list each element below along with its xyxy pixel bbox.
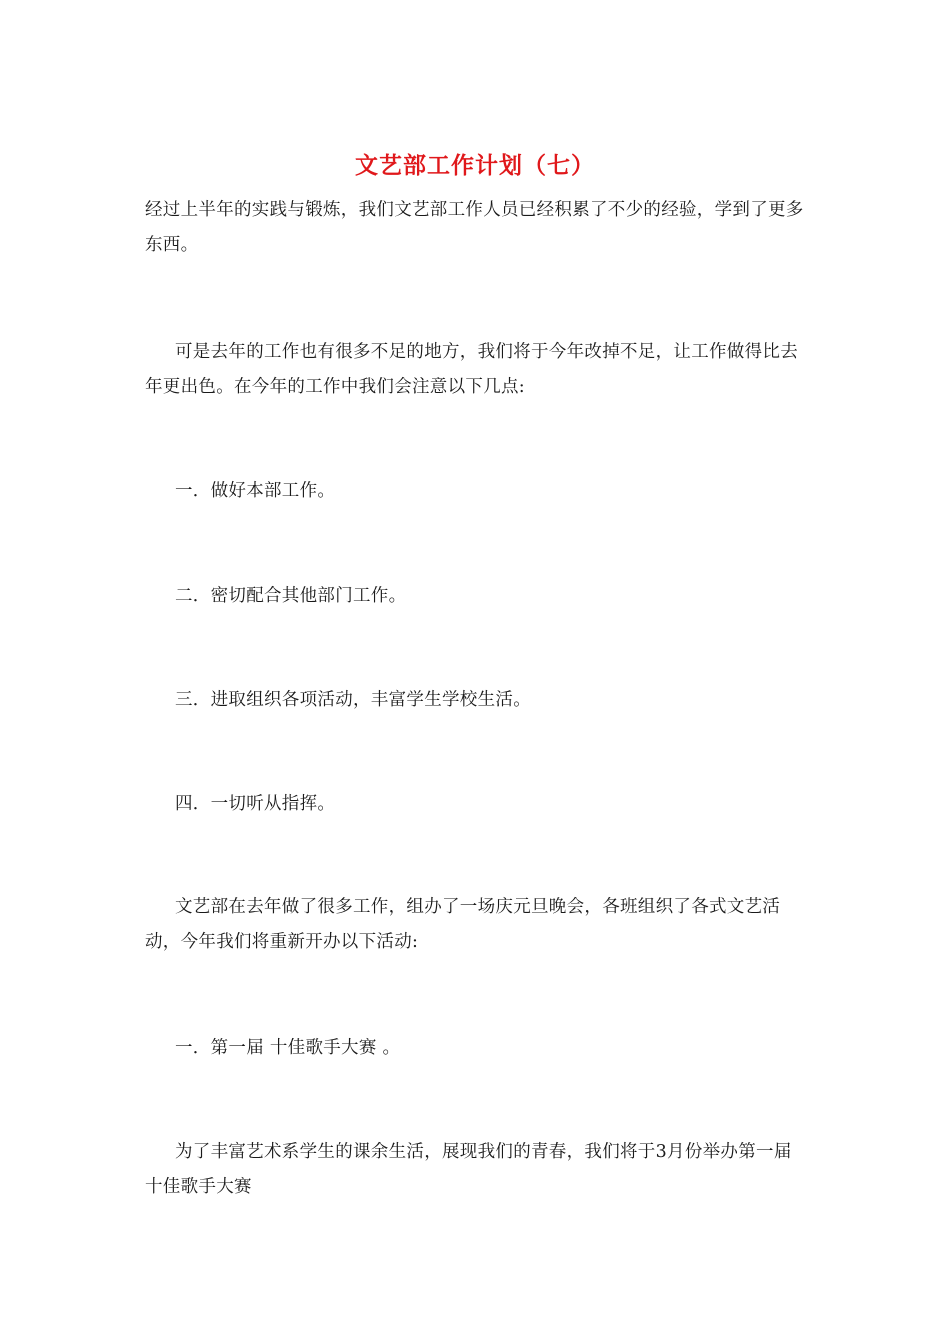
paragraph-intro: 经过上半年的实践与锻炼，我们文艺部工作人员已经积累了不少的经验，学到了更多东西。: [145, 200, 804, 255]
activity-item-1: 一．第一届 十佳歌手大赛 。: [175, 1038, 401, 1058]
paragraph-singer-contest: 为了丰富艺术系学生的课余生活，展现我们的青春，我们将于3月份举办第一届 十佳歌手大赛: [145, 1142, 792, 1197]
list-item-2: 二．密切配合其他部门工作。: [175, 586, 407, 606]
paragraph-shortcomings: 可是去年的工作也有很多不足的地方，我们将于今年改掉不足，让工作做得比去年更出色。在今年的工作中我们会注意以下几点:: [145, 342, 798, 397]
list-item-3: 三．进取组织各项活动，丰富学生学校生活。: [175, 690, 531, 710]
list-item-1: 一．做好本部工作。: [175, 481, 336, 501]
document-title: 文艺部工作计划（七）: [355, 152, 595, 179]
list-item-4: 四．一切听从指挥。: [175, 794, 336, 814]
paragraph-activities: 文艺部在去年做了很多工作，组办了一场庆元旦晚会，各班组织了各式文艺活动，今年我们将重新开办以下活动:: [145, 897, 781, 952]
